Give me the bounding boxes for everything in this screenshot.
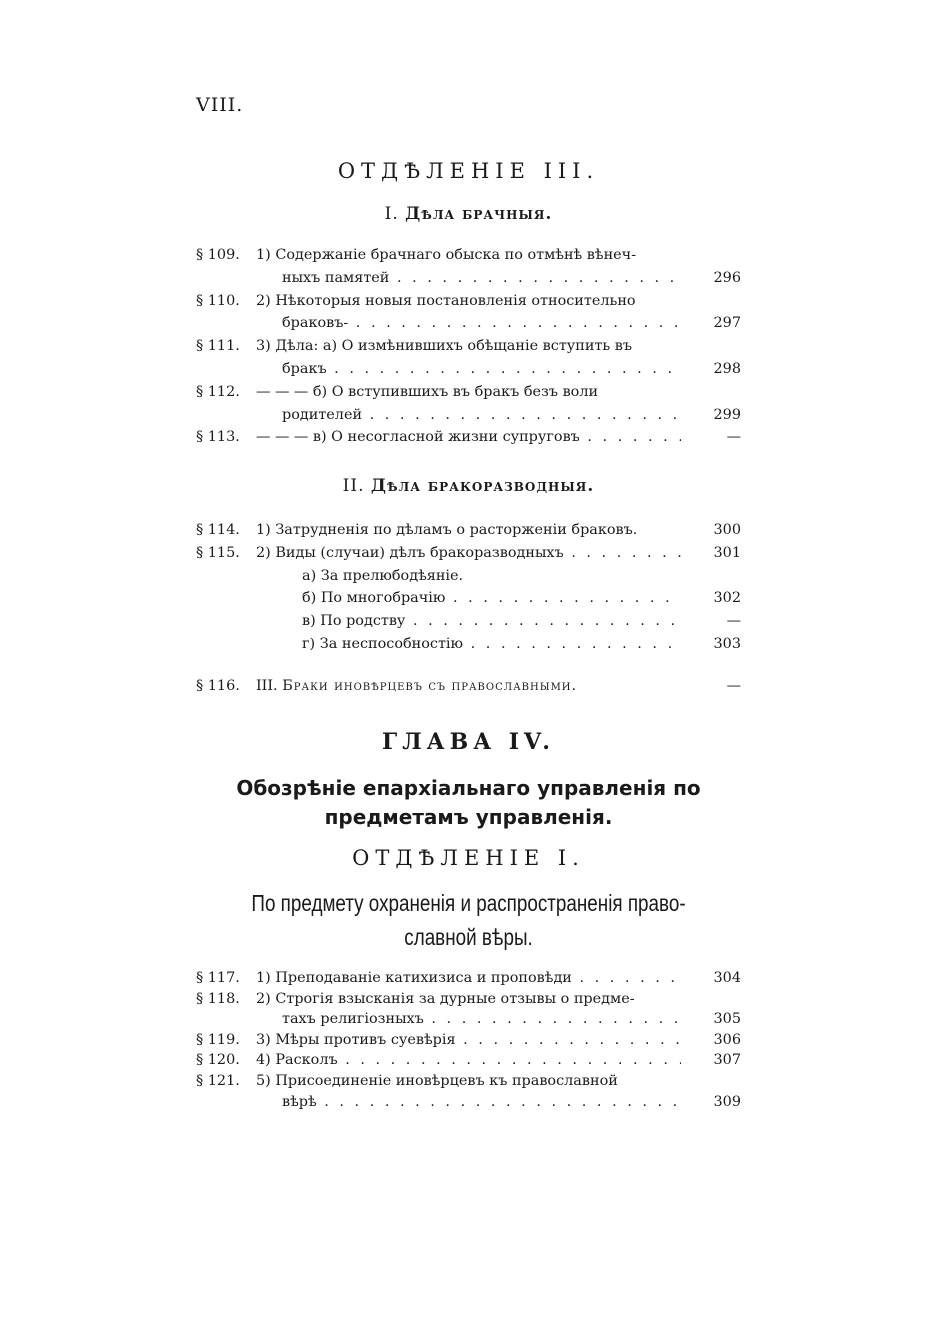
section-number: § 114.: [196, 522, 240, 538]
section-number: § 121.: [196, 1072, 240, 1089]
chapter-subtitle-line: Обозрѣніе епархіальнаго управленія по: [236, 776, 701, 800]
page-number: 299: [713, 406, 741, 423]
entry-title: 3) Дѣла: а) О измѣнившихъ обѣщаніе вступить въ: [256, 338, 633, 355]
entry-roman-number: III.: [256, 678, 278, 694]
toc-row: [196, 290, 741, 313]
entry-title: — — — в) О несогласной жизни супруговъ . . .: [256, 426, 681, 449]
division-title-line: По предмету охраненія и распространенія право-: [251, 890, 686, 916]
subsection-heading-marriage: [196, 204, 741, 224]
subitem-title: а) За прелюбодѣяніе.: [302, 567, 464, 584]
page-number: —: [726, 613, 741, 630]
section-number: § 112.: [196, 383, 240, 400]
toc-faith-protection: [196, 968, 741, 1112]
page-number: 297: [713, 315, 741, 332]
toc-row: [196, 312, 741, 335]
toc-row: [196, 244, 741, 267]
toc-row: [196, 519, 741, 542]
page-number: 298: [713, 360, 741, 377]
section-number: § 119.: [196, 1031, 240, 1048]
subitem-title: в) По родству . . .: [302, 610, 681, 633]
section-number: § 110.: [196, 292, 240, 309]
toc-row: [196, 381, 741, 404]
page-number: —: [726, 429, 741, 446]
subitem-title: б) По многобрачію . . .: [302, 587, 681, 610]
chapter-subtitle: [196, 774, 741, 832]
toc-subitem-row: [196, 587, 741, 610]
entry-title: 5) Присоединеніе иновѣрцевъ къ православной: [256, 1072, 618, 1089]
chapter-subtitle-line: предметамъ управленія.: [324, 805, 613, 829]
entry-title-continued: родителей . . .: [282, 404, 681, 427]
entry-title-continued: бракъ . . .: [282, 358, 681, 381]
entry-title-continued: тахъ религіозныхъ . . .: [282, 1009, 681, 1030]
section-number: § 118.: [196, 990, 240, 1007]
section-number: § 117.: [196, 970, 240, 986]
section-number: § 116.: [196, 678, 240, 694]
toc-row: [196, 1071, 741, 1092]
toc-subitem-row: [196, 565, 741, 588]
section-number: § 111.: [196, 338, 240, 355]
entry-title-continued: ныхъ памятей . . .: [282, 267, 681, 290]
subsection-number: II.: [342, 476, 365, 496]
chapter-heading: ГЛАВА IV.: [382, 729, 555, 755]
toc-row: [196, 426, 741, 449]
toc-marriage-cases: [196, 244, 741, 449]
section-number: § 113.: [196, 429, 240, 446]
toc-row: [196, 989, 741, 1010]
subitem-title: г) За неспособностію . . .: [302, 633, 681, 656]
toc-divorce-cases: [196, 519, 741, 656]
entry-title: 3) Мѣры противъ суевѣрія . . .: [256, 1030, 681, 1051]
page-number: 306: [713, 1031, 741, 1048]
division-title: [245, 886, 692, 954]
division-heading-iii: ОТДѢЛЕНІЕ III.: [337, 159, 600, 183]
toc-row: [196, 1092, 741, 1113]
subsection-heading-divorce: [196, 476, 741, 496]
toc-row: [196, 542, 741, 565]
toc-row: [196, 675, 741, 698]
division-heading-i: ОТДѢЛЕНІЕ I.: [352, 846, 585, 870]
entry-title: 1) Содержаніе брачнаго обыска по отмѣнѣ вѣнеч-: [256, 247, 637, 263]
entry-title: 1) Преподаваніе катихизиса и проповѣди . . .: [256, 968, 681, 989]
page-number: —: [726, 678, 741, 694]
subsection-title: Дѣла бракоразводныя.: [370, 476, 595, 496]
page-number: 307: [713, 1052, 741, 1069]
toc-row: [196, 1030, 741, 1051]
entry-title: 1) Затрудненія по дѣламъ о расторженіи браковъ.: [256, 522, 638, 538]
entry-title: 4) Расколъ . . .: [256, 1050, 681, 1071]
subsection-title: Дѣла брачныя.: [405, 204, 553, 224]
toc-mixed-marriages: [196, 675, 741, 698]
toc-subitem-row: [196, 610, 741, 633]
page-number: 301: [713, 544, 741, 561]
subsection-number: I.: [384, 204, 399, 224]
page-number: 300: [713, 522, 741, 538]
page-number: 309: [713, 1093, 741, 1110]
toc-row: [196, 267, 741, 290]
section-number: § 109.: [196, 247, 240, 263]
section-number: § 115.: [196, 544, 240, 561]
toc-row: [196, 1050, 741, 1071]
toc-row: [196, 404, 741, 427]
section-number: § 120.: [196, 1052, 240, 1069]
page-number: 305: [713, 1011, 741, 1028]
entry-title: — — — б) О вступившихъ въ бракъ безъ воли: [256, 383, 599, 400]
division-title-line: славной вѣры.: [404, 924, 533, 950]
toc-row: [196, 1009, 741, 1030]
toc-subitem-row: [196, 633, 741, 656]
entry-text: Браки иновѣрцевъ съ православными.: [282, 678, 578, 694]
entry-title: 2) Строгія взысканія за дурные отзывы о предме-: [256, 990, 635, 1007]
page-number: 302: [713, 590, 741, 607]
page-number: 304: [713, 970, 741, 986]
entry-title: [256, 675, 691, 698]
entry-title: 2) Виды (случаи) дѣлъ бракоразводныхъ . . .: [256, 542, 681, 565]
entry-title: 2) Нѣкоторыя новыя постановленія относительно: [256, 292, 636, 309]
page-number: 296: [713, 269, 741, 286]
entry-title-continued: браковъ- . . .: [282, 312, 681, 335]
toc-row: [196, 335, 741, 358]
toc-row: [196, 358, 741, 381]
toc-row: [196, 968, 741, 989]
page-folio: VIII.: [196, 94, 244, 116]
page-number: 303: [713, 635, 741, 652]
entry-title-continued: вѣрѣ . . .: [282, 1092, 681, 1113]
